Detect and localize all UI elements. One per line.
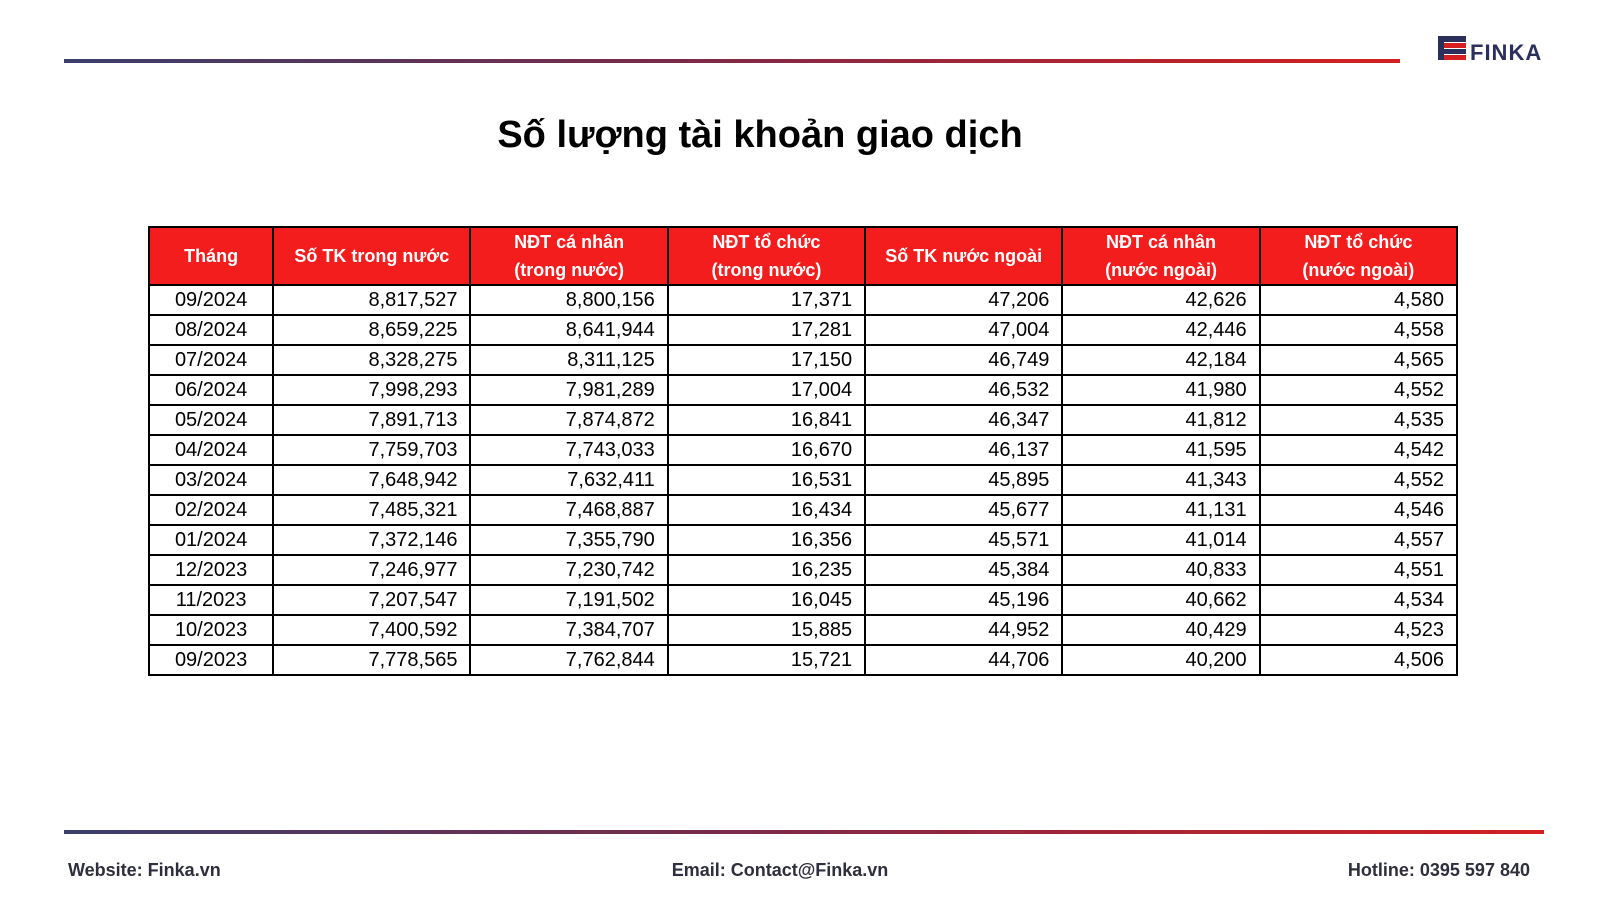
table-row: [149, 465, 1457, 495]
column-header-line1: NĐT cá nhân: [1106, 232, 1217, 252]
value-cell: 41,595: [1062, 435, 1259, 465]
table-row: [149, 615, 1457, 645]
value-cell: 7,762,844: [470, 645, 667, 675]
month-cell: 03/2024: [149, 465, 273, 495]
value-cell: 4,535: [1260, 405, 1457, 435]
column-header: [668, 227, 865, 285]
value-cell: 4,534: [1260, 585, 1457, 615]
column-header: [273, 227, 470, 285]
column-header-line1: NĐT tổ chức: [712, 232, 821, 252]
footer-hotline: Hotline: 0395 597 840: [1347, 860, 1530, 880]
column-header-line2: (trong nước): [711, 260, 822, 280]
column-header-line1: Số TK nước ngoài: [885, 246, 1043, 266]
value-cell: 17,281: [668, 315, 865, 345]
column-header-line1: Số TK trong nước: [294, 246, 450, 266]
value-cell: 17,150: [668, 345, 865, 375]
column-header: [865, 227, 1062, 285]
value-cell: 7,468,887: [470, 495, 667, 525]
value-cell: 7,230,742: [470, 555, 667, 585]
table-row: [149, 405, 1457, 435]
value-cell: 42,626: [1062, 285, 1259, 315]
value-cell: 44,706: [865, 645, 1062, 675]
value-cell: 41,812: [1062, 405, 1259, 435]
table-row: [149, 525, 1457, 555]
value-cell: 45,571: [865, 525, 1062, 555]
month-cell: 07/2024: [149, 345, 273, 375]
value-cell: 8,659,225: [273, 315, 470, 345]
value-cell: 7,207,547: [273, 585, 470, 615]
value-cell: 4,552: [1260, 375, 1457, 405]
value-cell: 16,235: [668, 555, 865, 585]
value-cell: 17,371: [668, 285, 865, 315]
month-cell: 05/2024: [149, 405, 273, 435]
value-cell: 8,328,275: [273, 345, 470, 375]
column-header-line2: (nước ngoài): [1105, 260, 1217, 280]
column-header-line1: NĐT cá nhân: [514, 232, 625, 252]
column-header-line2: (nước ngoài): [1302, 260, 1415, 280]
column-header: [470, 227, 667, 285]
table-row: [149, 495, 1457, 525]
value-cell: 46,749: [865, 345, 1062, 375]
value-cell: 44,952: [865, 615, 1062, 645]
value-cell: 45,196: [865, 585, 1062, 615]
value-cell: 40,429: [1062, 615, 1259, 645]
month-cell: 06/2024: [149, 375, 273, 405]
month-cell: 01/2024: [149, 525, 273, 555]
value-cell: 4,551: [1260, 555, 1457, 585]
value-cell: 4,558: [1260, 315, 1457, 345]
value-cell: 4,523: [1260, 615, 1457, 645]
value-cell: 8,641,944: [470, 315, 667, 345]
value-cell: 41,980: [1062, 375, 1259, 405]
column-header-line2: (trong nước): [514, 260, 625, 280]
value-cell: 41,131: [1062, 495, 1259, 525]
table-row: [149, 555, 1457, 585]
value-cell: 4,546: [1260, 495, 1457, 525]
value-cell: 7,998,293: [273, 375, 470, 405]
value-cell: 40,662: [1062, 585, 1259, 615]
footer-email: Email: Contact@Finka.vn: [671, 860, 889, 880]
value-cell: 47,004: [865, 315, 1062, 345]
month-cell: 02/2024: [149, 495, 273, 525]
value-cell: 40,200: [1062, 645, 1259, 675]
brand-name: FINKA: [1470, 40, 1543, 65]
value-cell: 7,648,942: [273, 465, 470, 495]
value-cell: 4,557: [1260, 525, 1457, 555]
value-cell: 46,137: [865, 435, 1062, 465]
column-header: [1062, 227, 1259, 285]
value-cell: 45,677: [865, 495, 1062, 525]
flag-logo-icon: [1438, 36, 1468, 62]
value-cell: 7,778,565: [273, 645, 470, 675]
value-cell: 7,981,289: [470, 375, 667, 405]
table-row: [149, 315, 1457, 345]
value-cell: 16,045: [668, 585, 865, 615]
column-header-line1: NĐT tổ chức: [1304, 232, 1413, 252]
value-cell: 15,885: [668, 615, 865, 645]
month-cell: 12/2023: [149, 555, 273, 585]
value-cell: 4,580: [1260, 285, 1457, 315]
value-cell: 7,874,872: [470, 405, 667, 435]
value-cell: 7,485,321: [273, 495, 470, 525]
value-cell: 7,891,713: [273, 405, 470, 435]
value-cell: 47,206: [865, 285, 1062, 315]
table-row: [149, 435, 1457, 465]
brand-logo: [1438, 36, 1562, 66]
value-cell: 7,759,703: [273, 435, 470, 465]
value-cell: 7,632,411: [470, 465, 667, 495]
value-cell: 7,743,033: [470, 435, 667, 465]
value-cell: 4,542: [1260, 435, 1457, 465]
column-header-line1: Tháng: [184, 246, 239, 266]
value-cell: 16,531: [668, 465, 865, 495]
value-cell: 46,532: [865, 375, 1062, 405]
value-cell: 17,004: [668, 375, 865, 405]
value-cell: 7,372,146: [273, 525, 470, 555]
value-cell: 8,311,125: [470, 345, 667, 375]
value-cell: 45,384: [865, 555, 1062, 585]
value-cell: 16,434: [668, 495, 865, 525]
value-cell: 16,356: [668, 525, 865, 555]
month-cell: 09/2024: [149, 285, 273, 315]
table-header-row: [149, 227, 1457, 285]
value-cell: 8,800,156: [470, 285, 667, 315]
value-cell: 4,565: [1260, 345, 1457, 375]
table-row: [149, 285, 1457, 315]
page-title: Số lượng tài khoản giao dịch: [497, 114, 1023, 156]
value-cell: 41,343: [1062, 465, 1259, 495]
value-cell: 46,347: [865, 405, 1062, 435]
month-cell: 08/2024: [149, 315, 273, 345]
value-cell: 7,246,977: [273, 555, 470, 585]
value-cell: 7,191,502: [470, 585, 667, 615]
value-cell: 7,384,707: [470, 615, 667, 645]
value-cell: 42,184: [1062, 345, 1259, 375]
table-row: [149, 375, 1457, 405]
footer-website: Website: Finka.vn: [68, 860, 221, 880]
value-cell: 15,721: [668, 645, 865, 675]
month-cell: 09/2023: [149, 645, 273, 675]
column-header: [149, 227, 273, 285]
value-cell: 42,446: [1062, 315, 1259, 345]
value-cell: 7,355,790: [470, 525, 667, 555]
footer-divider: [64, 830, 1544, 834]
value-cell: 4,552: [1260, 465, 1457, 495]
accounts-table: [148, 226, 1458, 676]
month-cell: 04/2024: [149, 435, 273, 465]
value-cell: 41,014: [1062, 525, 1259, 555]
value-cell: 16,841: [668, 405, 865, 435]
table-row: [149, 585, 1457, 615]
value-cell: 45,895: [865, 465, 1062, 495]
table-body: [149, 285, 1457, 675]
header-divider: [64, 59, 1400, 63]
value-cell: 16,670: [668, 435, 865, 465]
value-cell: 4,506: [1260, 645, 1457, 675]
table-row: [149, 345, 1457, 375]
month-cell: 10/2023: [149, 615, 273, 645]
value-cell: 7,400,592: [273, 615, 470, 645]
value-cell: 40,833: [1062, 555, 1259, 585]
column-header: [1260, 227, 1457, 285]
month-cell: 11/2023: [149, 585, 273, 615]
value-cell: 8,817,527: [273, 285, 470, 315]
table-row: [149, 645, 1457, 675]
